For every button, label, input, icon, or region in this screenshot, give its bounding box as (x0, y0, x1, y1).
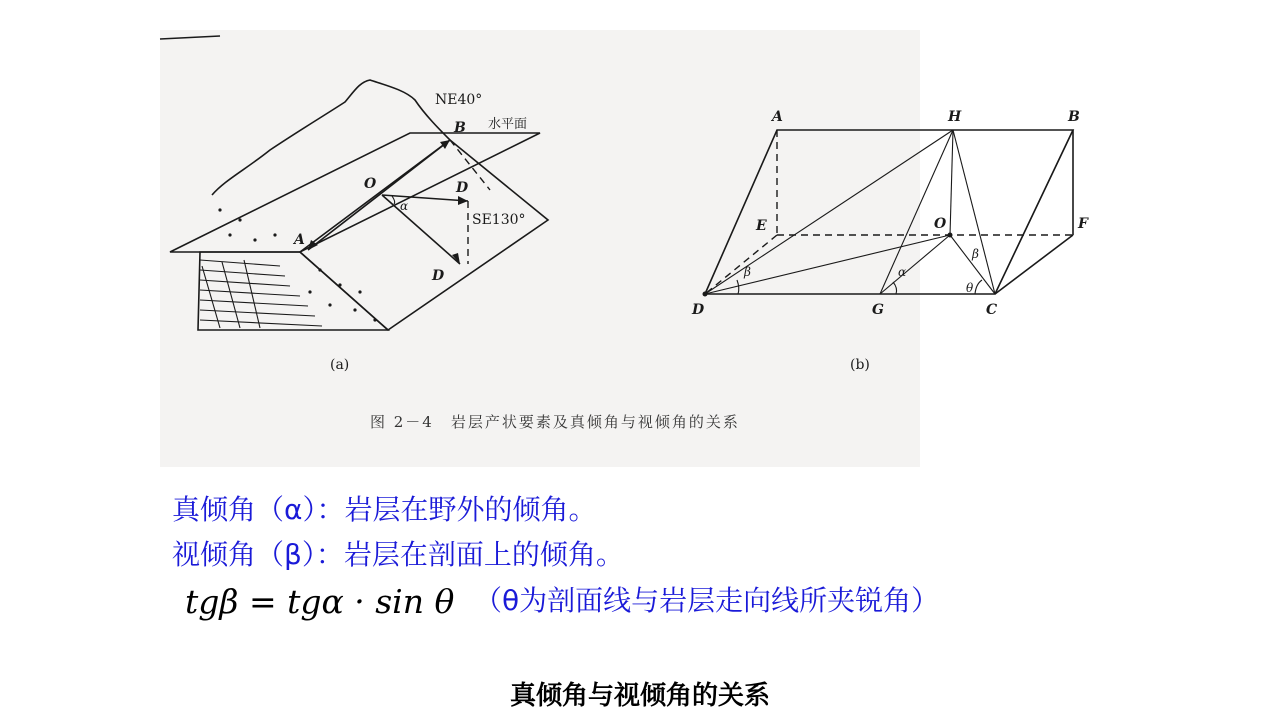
slide-title: 真倾角与视倾角的关系 (509, 681, 770, 711)
dip-label: SE130° (472, 212, 526, 228)
point-b-b-label: B (1068, 109, 1080, 125)
panel-b-geometry (691, 109, 1089, 373)
arrow-b (440, 140, 450, 149)
point-c-label: C (986, 302, 998, 318)
point-d-b-label: D (692, 302, 705, 318)
alpha-label-b: α (898, 265, 907, 279)
figure-diagram (160, 30, 1088, 467)
beta-arc-left (737, 280, 739, 294)
formula-note: （θ为剖面线与岩层走向线所夹锐角） (474, 584, 940, 617)
point-g-label: G (872, 302, 884, 318)
terrain-outline (212, 80, 450, 195)
point-a-label: A (294, 232, 305, 248)
point-f-label: F (1078, 216, 1088, 232)
rock-strata-hatching (200, 260, 322, 328)
point-o-label: O (364, 176, 377, 192)
d-o-line (705, 235, 950, 294)
scan-edge-mark (160, 36, 220, 39)
panel-b-caption: (b) (850, 357, 870, 373)
strike-line (308, 140, 450, 250)
alpha-arc-right (893, 282, 897, 294)
point-d-upper-label: D (456, 180, 469, 196)
point-h-label: H (948, 109, 962, 125)
alpha-label: α (400, 199, 409, 213)
b-c-line (995, 130, 1073, 294)
apparent-dip-definition: 视倾角（β）：岩层在剖面上的倾角。 (172, 538, 624, 571)
dip-formula: tgβ = tgα · sin θ (185, 582, 455, 621)
point-o-b-label: O (934, 216, 947, 232)
h-d-line (705, 130, 953, 294)
f-c-line (995, 235, 1073, 294)
h-c-line (953, 130, 995, 294)
point-b-label: B (454, 120, 466, 136)
strike-label: NE40° (435, 92, 483, 108)
beta-label-left: β (744, 265, 751, 279)
figure-caption: 图 2－4 岩层产状要素及真倾角与视倾角的关系 (370, 413, 740, 431)
panel-a-block-diagram (160, 36, 548, 373)
point-a-b-label: A (772, 109, 783, 125)
beta-label-right: β (972, 247, 979, 261)
theta-arc (975, 280, 982, 294)
dipping-plane (705, 130, 1073, 294)
arrow-a (308, 240, 318, 250)
panel-a-caption: (a) (330, 357, 350, 373)
point-e-label: E (756, 218, 767, 234)
h-o-line (950, 130, 953, 235)
alpha-arc (392, 196, 395, 204)
true-dip-definition: 真倾角（α）：岩层在野外的倾角。 (172, 493, 597, 526)
horizontal-plane-label: 水平面 (488, 117, 528, 132)
true-dip-line (382, 195, 460, 264)
theta-label: θ (966, 281, 974, 295)
horizontal-plane (170, 133, 540, 252)
point-d-lower-label: D (432, 268, 445, 284)
textbook-figure-scan (160, 30, 1088, 467)
